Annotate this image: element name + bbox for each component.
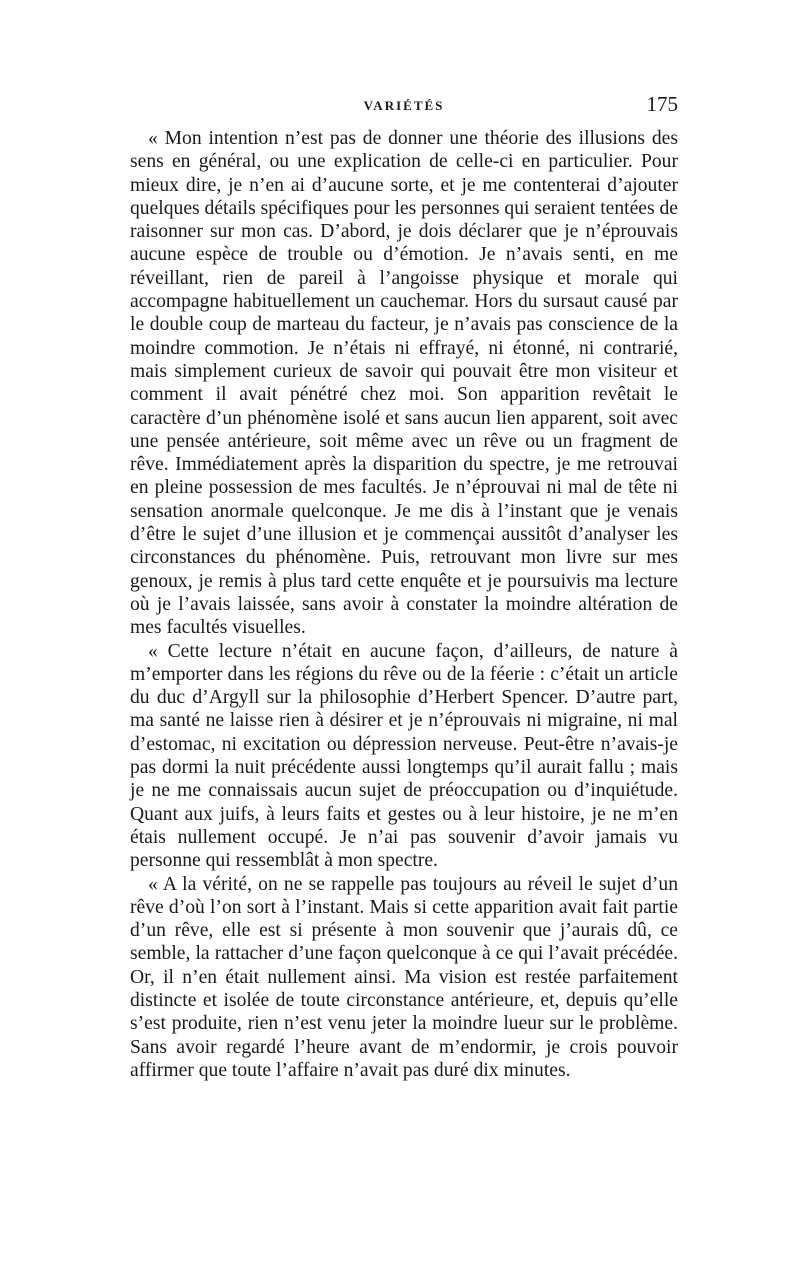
- body-text: [130, 127, 678, 1082]
- running-title: VARIÉTÉS: [363, 98, 445, 113]
- running-header: [130, 92, 678, 122]
- page-number: 175: [646, 92, 678, 116]
- paragraph-2: « Cette lecture n’était en aucune façon, d’ailleurs, de nature à m’emporter dans les régions du rêve ou de la féerie : c’était un article du duc d’Argyll sur la philosophie d’Herbert Spencer. D’autre part, ma santé ne laisse rien à désirer et je n’éprouvais ni migraine, ni mal d’estomac, ni excitation ou dépression nerveuse. Peut-être n’avais-je pas dormi la nuit précédente aussi longtemps qu’il aurait fallu ; mais je ne me connaissais aucun sujet de préoccupation ou d’inquiétude. Quant aux juifs, à leurs faits et gestes ou à leur histoire, je ne m’en étais nullement occupé. Je n’ai pas souvenir d’avoir jamais vu personne qui ressemblât à mon spectre.: [130, 640, 678, 872]
- paragraph-1: « Mon intention n’est pas de donner une théorie des illusions des sens en général, ou une explication de celle-ci en particulier. Pour mieux dire, je n’en ai d’aucune sorte, et je me contenterai d’ajouter quelques détails spécifiques pour les personnes qui seraient tentées de raisonner sur mon cas. D’abord, je dois déclarer que je n’éprouvais aucune espèce de trouble ou d’émotion. Je n’avais senti, en me réveillant, rien de pareil à l’angoisse physique et morale qui accompagne habituellement un cauchemar. Hors du sursaut causé par le double coup de marteau du facteur, je n’avais pas conscience de la moindre commotion. Je n’étais ni effrayé, ni étonné, ni contrarié, mais simplement curieux de savoir qui pouvait être mon visiteur et comment il avait pénétré chez moi. Son apparition revêtait le caractère d’un phénomène isolé et sans aucun lien apparent, soit avec une pensée antérieure, soit même avec un rêve ou un fragment de rêve. Immédiatement après la disparition du spectre, je me retrouvai en pleine possession de mes facultés. Je n’éprouvai ni mal de tête ni sensation anormale quelconque. Je me dis à l’instant que je venais d’être le sujet d’une illusion et je commençai aussitôt d’analyser les circonstances du phénomène. Puis, retrouvant mon livre sur mes genoux, je remis à plus tard cette enquête et je poursuivis ma lecture où je l’avais laissée, sans avoir à constater la moindre altération de mes facultés visuelles.: [130, 128, 678, 639]
- paragraph-3: « A la vérité, on ne se rappelle pas toujours au réveil le sujet d’un rêve d’où l’on sort à l’instant. Mais si cette apparition avait fait partie d’un rêve, elle est si présente à mon souvenir que j’aurais dû, ce semble, la rattacher d’une façon quelconque à ce qui l’avait précédée. Or, il n’en était nullement ainsi. Ma vision est restée parfaitement distincte et isolée de toute circonstance antérieure, et, depuis qu’elle s’est produite, rien n’est venu jeter la moindre lueur sur le problème. Sans avoir regardé l’heure avant de m’endormir, je crois pouvoir affirmer que toute l’affaire n’avait pas duré dix minutes.: [130, 873, 678, 1081]
